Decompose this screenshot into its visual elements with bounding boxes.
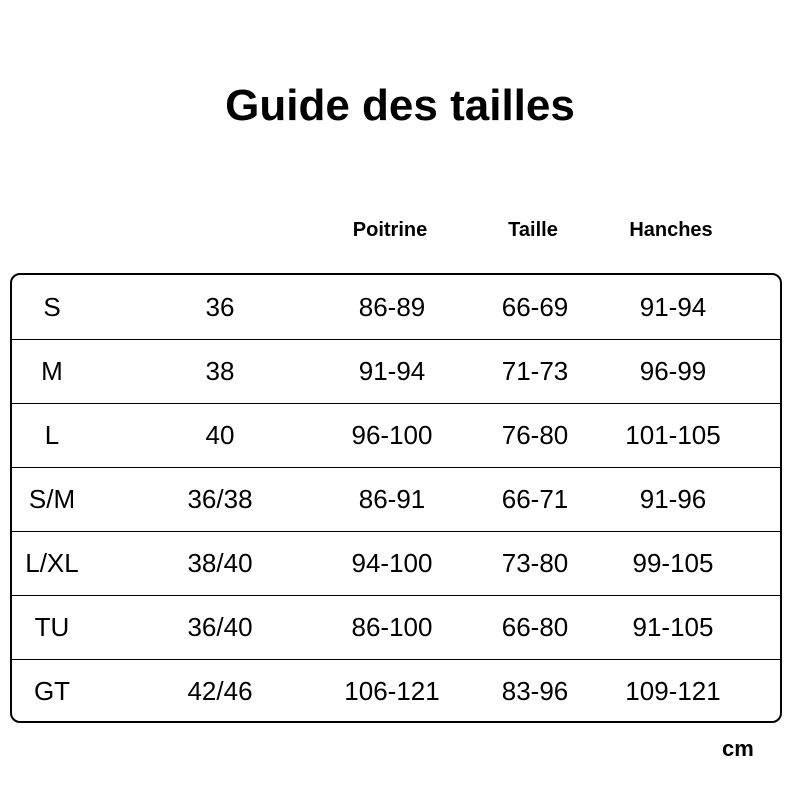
poitrine-value: 106-121 xyxy=(344,676,440,706)
taille-value: 66-71 xyxy=(501,484,569,514)
table-row xyxy=(12,659,780,723)
hanches-value: 101-105 xyxy=(625,420,721,450)
poitrine-value: 86-91 xyxy=(358,484,426,514)
hanches-value: 91-105 xyxy=(632,612,714,642)
fr-size: 42/46 xyxy=(187,676,253,706)
size-label: S/M xyxy=(28,484,76,514)
size-label: GT xyxy=(33,676,71,706)
table-row xyxy=(12,531,780,596)
size-label: L/XL xyxy=(25,548,79,578)
taille-value: 83-96 xyxy=(501,676,569,706)
size-label: L xyxy=(44,420,60,450)
taille-value: 71-73 xyxy=(501,356,569,386)
hanches-value: 91-94 xyxy=(639,292,707,322)
size-table xyxy=(10,273,782,723)
poitrine-value: 86-100 xyxy=(351,612,433,642)
poitrine-value: 86-89 xyxy=(358,292,426,322)
fr-size: 36 xyxy=(205,292,235,322)
taille-value: 66-80 xyxy=(501,612,569,642)
header-poitrine: Poitrine xyxy=(352,219,428,241)
fr-size: 36/38 xyxy=(187,484,253,514)
hanches-value: 96-99 xyxy=(639,356,707,386)
header-taille: Taille xyxy=(508,219,558,241)
table-row xyxy=(12,275,780,340)
size-label: M xyxy=(41,356,63,386)
poitrine-value: 96-100 xyxy=(351,420,433,450)
fr-size: 36/40 xyxy=(187,612,253,642)
table-row xyxy=(12,339,780,404)
table-row xyxy=(12,595,780,660)
taille-value: 76-80 xyxy=(501,420,569,450)
hanches-value: 91-96 xyxy=(639,484,707,514)
page-title: Guide des tailles xyxy=(225,81,575,130)
taille-value: 66-69 xyxy=(501,292,569,322)
table-row xyxy=(12,467,780,532)
header-hanches: Hanches xyxy=(629,219,713,241)
taille-value: 73-80 xyxy=(501,548,569,578)
poitrine-value: 94-100 xyxy=(351,548,433,578)
table-row xyxy=(12,403,780,468)
hanches-value: 109-121 xyxy=(625,676,721,706)
unit-label: cm xyxy=(722,736,754,761)
fr-size: 38/40 xyxy=(187,548,253,578)
size-label: S xyxy=(43,292,61,322)
fr-size: 40 xyxy=(205,420,235,450)
hanches-value: 99-105 xyxy=(632,548,714,578)
fr-size: 38 xyxy=(205,356,235,386)
poitrine-value: 91-94 xyxy=(358,356,426,386)
table-header-row xyxy=(0,218,800,242)
size-label: TU xyxy=(34,612,70,642)
